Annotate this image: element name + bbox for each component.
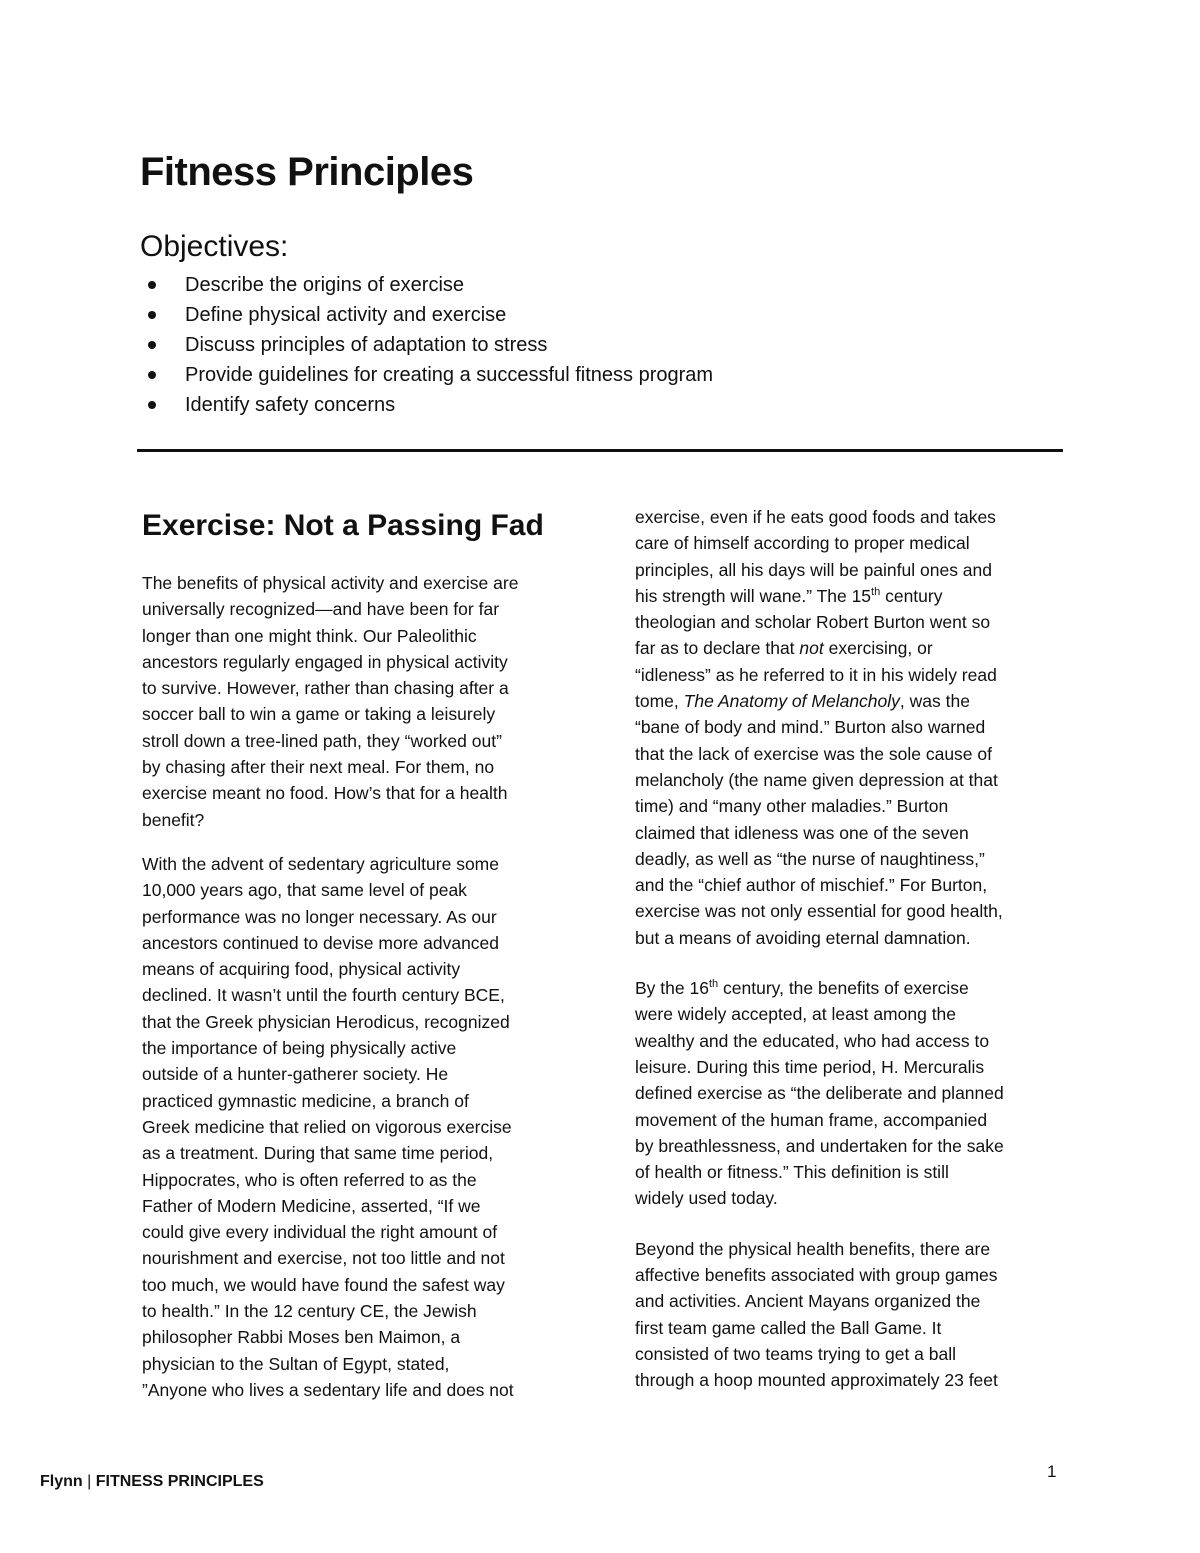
objective-item: Describe the origins of exercise bbox=[140, 270, 1040, 300]
footer-separator: | bbox=[82, 1473, 96, 1490]
line-with-emphasis: far as to declare that not exercising, or bbox=[635, 638, 933, 659]
bullet-icon bbox=[148, 371, 156, 379]
paragraph-burton: exercise, even if he eats good foods and takes care of himself according to proper medical principles, all his days will be painful ones and his strength will wane.” The 15th century theologian and scholar Robert Burton went so far as to declare that not exercising, or “idleness” as he referred to it in his widely read tome, The Anatomy of Melancholy, was the “bane of body and mind.” Burton also warned that the lack of exercise was the sole cause of melancholy (the name given depression at that time) and “many other maladies.” Burton claimed that idleness was one of the seven deadly, as well as “the nurse of naughtiness,” and the “chief author of mischief.” For Burton, exercise was not only essential for good health, but a means of avoiding eternal damnation. bbox=[635, 504, 1075, 951]
paragraph-origins: The benefits of physical activity and exercise are universally recognized—and have been for far longer than one might think. Our Paleolithic ancestors regularly engaged in physical activity to survive. However, rather than chasing after a soccer ball to win a game or taking a leisurely stroll down a tree-lined path, they “worked out” by chasing after their next meal. For them, no exercise meant no food. How’s that for a health benefit? bbox=[142, 573, 519, 830]
paragraph-mercuralis: By the 16th century, the benefits of exercise were widely accepted, at least among the wealthy and the educated, who had access to leisure. During this time period, H. Mercuralis defined exercise as “the deliberate and planned movement of the human frame, accompanied by breathlessness, and undertaken for the sake of health or fitness.” This definition is still widely used today. bbox=[635, 975, 1075, 1212]
right-column bbox=[635, 504, 1075, 1418]
left-column bbox=[142, 506, 587, 1421]
section-heading: Exercise: Not a Passing Fad bbox=[142, 509, 544, 542]
bullet-icon bbox=[148, 401, 156, 409]
paragraph-agriculture: With the advent of sedentary agriculture some 10,000 years ago, that same level of peak performance was no longer necessary. As our ancestors continued to devise more advanced means of acquiring food, physical activity declined. It wasn’t until the fourth century BCE, that the Greek physician Herodicus, recognized the importance of being physically active outside of a hunter-gatherer society. He practiced gymnastic medicine, a branch of Greek medicine that relied on vigorous exercise as a treatment. During that same time period, Hippocrates, who is often referred to as the Father of Modern Medicine, asserted, “If we could give every individual the right amount of nourishment and exercise, not too little and not too much, we would have found the safest way to health.” In the 12 century CE, the Jewish philosopher Rabbi Moses ben Maimon, a physician to the Sultan of Egypt, stated, ”Anyone who lives a sedentary life and does not bbox=[142, 853, 514, 1400]
footer-running-title: FITNESS PRINCIPLES bbox=[95, 1473, 264, 1490]
page-footer bbox=[40, 1473, 264, 1491]
page-number: 1 bbox=[1047, 1462, 1057, 1481]
bullet-icon bbox=[148, 311, 156, 319]
bullet-icon bbox=[148, 341, 156, 349]
paragraph-mayans: Beyond the physical health benefits, there are affective benefits associated with group games and activities. Ancient Mayans organized the first team game called the Ball Game. It consisted of two teams trying to get a ball through a hoop mounted approximately 23 feet bbox=[635, 1238, 998, 1391]
objectives-heading: Objectives: bbox=[140, 230, 289, 263]
objective-item: Define physical activity and exercise bbox=[140, 300, 1040, 330]
section-divider bbox=[137, 449, 1063, 452]
objective-item: Discuss principles of adaptation to stress bbox=[140, 330, 1040, 360]
footer-author: Flynn bbox=[40, 1473, 83, 1490]
objective-item: Identify safety concerns bbox=[140, 390, 1040, 420]
bullet-icon bbox=[148, 281, 156, 289]
line-with-book-title: tome, The Anatomy of Melancholy, was the bbox=[635, 691, 970, 712]
line-with-superscript: his strength will wane.” The 15th century bbox=[635, 585, 943, 606]
line-with-superscript: By the 16th century, the benefits of exercise bbox=[635, 978, 969, 999]
document-title: Fitness Principles bbox=[140, 150, 474, 194]
objectives-list bbox=[140, 270, 1040, 420]
objective-item: Provide guidelines for creating a successful fitness program bbox=[140, 360, 1040, 390]
